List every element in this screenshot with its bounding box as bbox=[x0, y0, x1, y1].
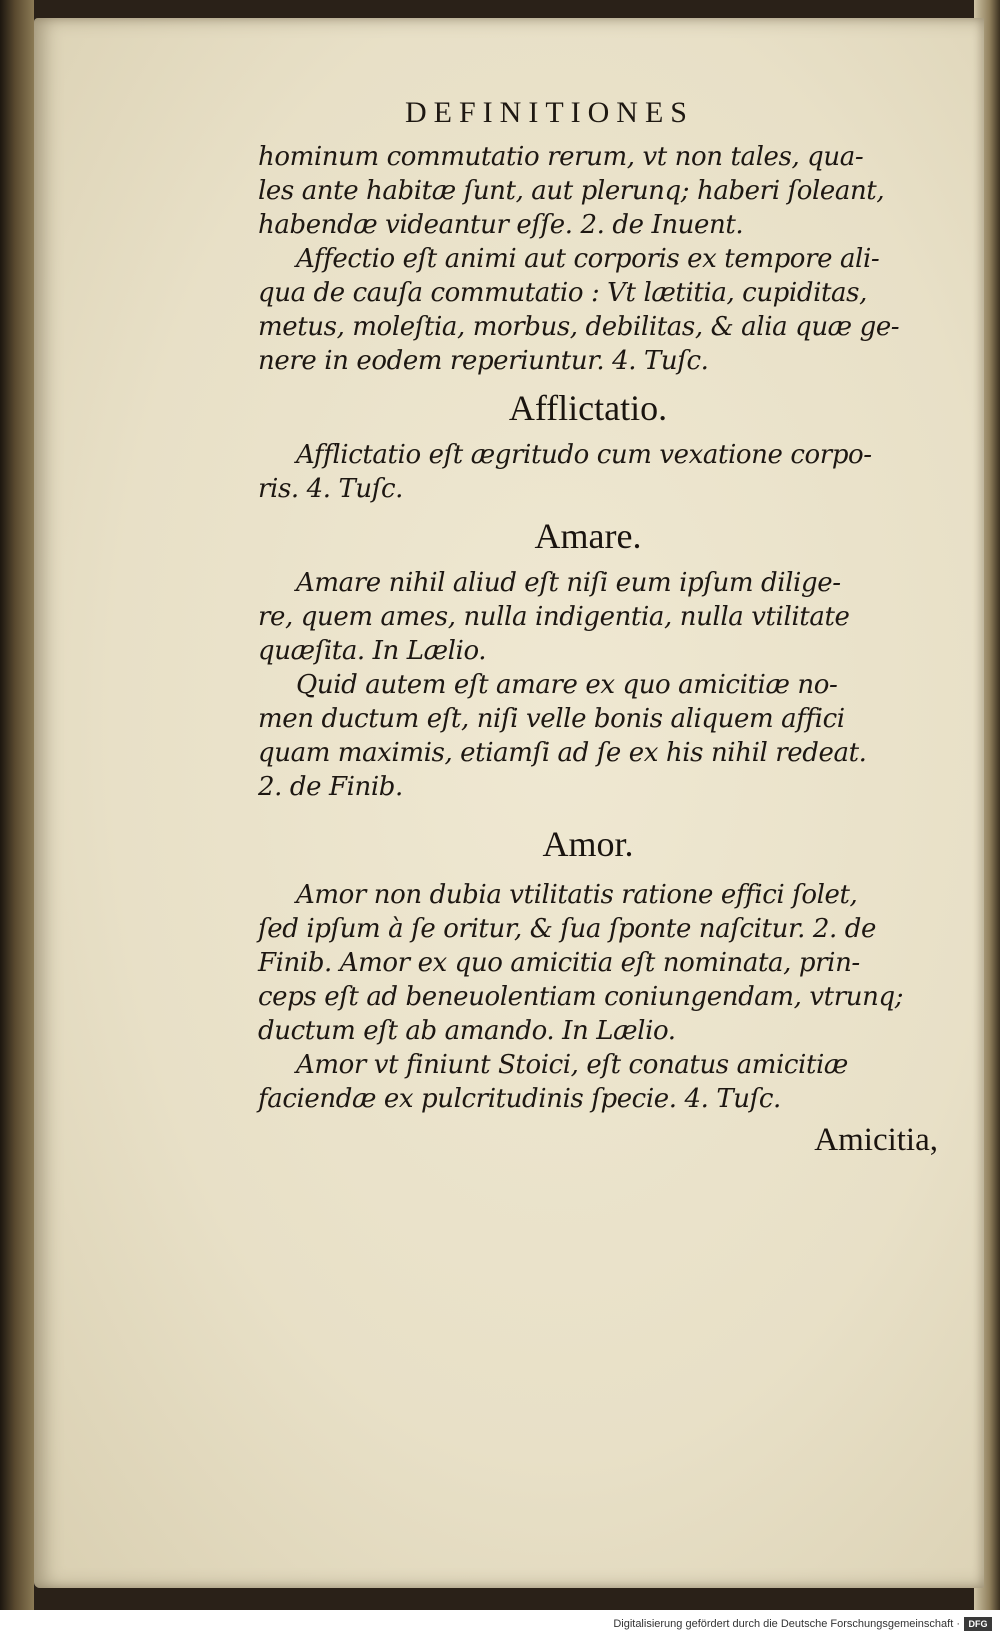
text-line: Quid autem eſt amare ex quo amicitiæ no- bbox=[296, 670, 838, 700]
text-line: Amare nihil aliud eſt niſi eum ipſum dilige- bbox=[296, 568, 841, 598]
text-line: ſed ipſum à ſe oritur, & ſua ſponte naſcitur. 2. de bbox=[258, 914, 876, 944]
section-heading: Amor. bbox=[542, 824, 634, 864]
text-line: re, quem ames, nulla indigentia, nulla vtilitate bbox=[258, 602, 850, 632]
section-heading: Afflictatio. bbox=[508, 388, 668, 428]
text-line: ductum eſt ab amando. In Lælio. bbox=[258, 1016, 676, 1046]
text-line: quæſita. In Lælio. bbox=[258, 636, 487, 666]
text-line: ris. 4. Tuſc. bbox=[258, 474, 404, 504]
catchword: Amicitia, bbox=[814, 1122, 938, 1158]
text-line: Finib. Amor ex quo amicitia eſt nominata, prin- bbox=[258, 948, 860, 978]
text-line: faciendæ ex pulcritudinis ſpecie. 4. Tuſc. bbox=[258, 1084, 781, 1114]
text-line: 2. de Finib. bbox=[258, 772, 403, 802]
section-heading: Amare. bbox=[534, 516, 642, 556]
text-line: les ante habitæ ſunt, aut plerunq; haberi ſoleant, bbox=[258, 176, 885, 206]
text-line: hominum commutatio rerum, vt non tales, qua- bbox=[258, 142, 864, 172]
book-spine-edge bbox=[0, 0, 34, 1610]
dfg-logo: DFG bbox=[964, 1617, 992, 1631]
text-line: Affectio eſt animi aut corporis ex tempore ali- bbox=[296, 244, 880, 274]
text-line: men ductum eſt, niſi velle bonis aliquem affici bbox=[258, 704, 845, 734]
text-line: nere in eodem reperiuntur. 4. Tuſc. bbox=[258, 346, 709, 376]
text-line: Amor non dubia vtilitatis ratione effici ſolet, bbox=[296, 880, 858, 910]
text-line: quam maximis, etiamſi ad ſe ex his nihil redeat. bbox=[258, 738, 867, 768]
running-head: DEFINITIONES bbox=[405, 96, 694, 129]
text-line: Amor vt finiunt Stoici, eſt conatus amicitiæ bbox=[296, 1050, 848, 1080]
text-line: metus, moleſtia, morbus, debilitas, & alia quæ ge- bbox=[258, 312, 900, 342]
funding-credit: Digitalisierung gefördert durch die Deutsche Forschungsgemeinschaft · bbox=[613, 1618, 960, 1630]
text-line: ceps eſt ad beneuolentiam coniungendam, vtrunq; bbox=[258, 982, 904, 1012]
text-line: habendæ videantur eſſe. 2. de Inuent. bbox=[258, 210, 744, 240]
text-line: Afflictatio eſt ægritudo cum vexatione corpo- bbox=[296, 440, 872, 470]
body-text bbox=[258, 136, 938, 1159]
text-line: qua de cauſa commutatio : Vt lætitia, cupiditas, bbox=[258, 278, 867, 308]
